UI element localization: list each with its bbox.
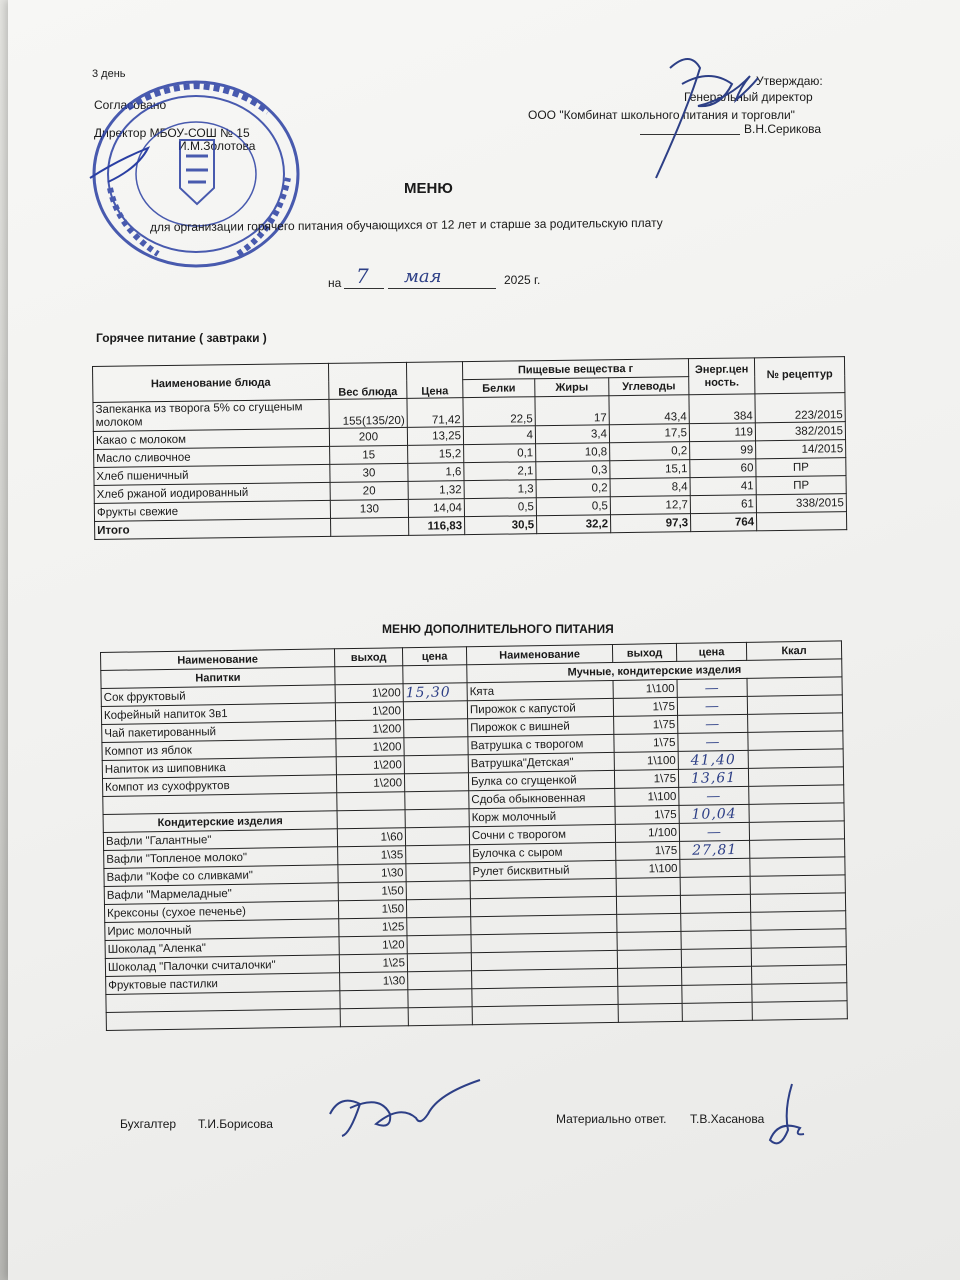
group-drinks: Напитки xyxy=(101,667,335,689)
date-month: мая xyxy=(404,266,442,287)
item-name: Сдоба обыкновенная xyxy=(469,788,615,808)
dish-weight: 130 xyxy=(330,499,408,518)
handwritten-price: — xyxy=(706,823,723,840)
accountant-title: Бухгалтер xyxy=(120,1117,177,1131)
item-output: 1\100 xyxy=(616,859,680,878)
item-kcal xyxy=(747,695,842,714)
handwritten-price: 15,30 xyxy=(405,683,451,701)
handwritten-price: — xyxy=(704,679,720,697)
school-stamp xyxy=(88,78,300,272)
dish-name: Хлеб ржаной иодированный xyxy=(94,482,330,503)
item-price xyxy=(678,768,748,787)
total-label: Итого xyxy=(95,518,331,539)
item-price xyxy=(679,804,749,823)
date-year: 2025 г. xyxy=(504,273,541,287)
extra-menu-table xyxy=(100,640,848,1031)
item-price xyxy=(404,773,468,792)
dish-proteins: 4 xyxy=(463,426,535,445)
accountant-name: Т.И.Борисова xyxy=(198,1117,273,1131)
item-name: Вафли "Кофе со сливками" xyxy=(104,865,338,887)
dish-name: Хлеб пшеничный xyxy=(94,464,330,485)
dish-recipe: 338/2015 xyxy=(756,494,846,513)
dish-recipe: 223/2015 xyxy=(755,393,845,423)
handwritten-price: 41,40 xyxy=(690,751,736,769)
item-kcal xyxy=(749,803,844,822)
item-name: Вафли "Мармеладные" xyxy=(104,883,338,905)
col-price: цена xyxy=(402,647,466,666)
director-name: В.Н.Серикова xyxy=(744,122,822,136)
item-kcal xyxy=(748,731,843,750)
item-name: Компот из сухофруктов xyxy=(102,775,336,797)
dish-fats: 17 xyxy=(535,396,609,426)
date-prefix: на xyxy=(328,276,342,290)
item-name: Кофейный напиток 3в1 xyxy=(101,703,335,725)
col-carbs: Углеводы xyxy=(609,377,689,396)
item-output: 1\100 xyxy=(613,679,677,698)
item-output: 1\25 xyxy=(339,918,407,937)
item-price xyxy=(677,678,747,697)
dish-price: 15,2 xyxy=(408,445,464,464)
item-price xyxy=(677,696,747,715)
dish-weight: 200 xyxy=(329,427,407,446)
col-weight: Вес блюда xyxy=(328,362,406,399)
date-day: 7 xyxy=(356,264,369,288)
total-recipe xyxy=(757,512,847,531)
dish-name: Фрукты свежие xyxy=(94,500,330,521)
item-name: Чай пакетированный xyxy=(102,721,336,743)
item-price xyxy=(679,822,749,841)
item-output: 1\100 xyxy=(615,787,679,806)
item-name: Вафли "Топленое молоко" xyxy=(104,847,338,869)
total-weight xyxy=(331,517,409,536)
dish-proteins: 1,3 xyxy=(464,480,536,499)
dish-weight: 15 xyxy=(330,445,408,464)
item-output: 1\25 xyxy=(339,954,407,973)
item-price xyxy=(403,683,467,702)
item-name: Корж молочный xyxy=(469,806,615,826)
col-output: выход xyxy=(334,648,402,667)
item-output: 1\100 xyxy=(614,751,678,770)
responsible-name: Т.В.Хасанова xyxy=(690,1112,765,1126)
school-director-name: И.М.Золотова xyxy=(178,139,256,153)
item-price xyxy=(680,858,750,877)
dish-carbs: 43,4 xyxy=(609,395,689,425)
col-recipe: № рецептур xyxy=(754,357,844,394)
item-name: Пирожок с капустой xyxy=(467,698,613,718)
item-output: 1\30 xyxy=(338,864,406,883)
item-name: Компот из яблок xyxy=(102,739,336,761)
day-label: 3 день xyxy=(92,68,126,80)
dish-recipe: 14/2015 xyxy=(756,440,846,459)
dish-name: Какао с молоком xyxy=(93,428,329,449)
col-output-2: выход xyxy=(612,643,676,662)
dish-fats: 0,3 xyxy=(536,461,610,480)
item-kcal xyxy=(749,785,844,804)
responsible-signature xyxy=(764,1080,810,1152)
item-output: 1\35 xyxy=(338,846,406,865)
item-output: 1\75 xyxy=(614,733,678,752)
dish-carbs: 12,7 xyxy=(610,496,690,515)
col-name: Наименование xyxy=(101,649,335,671)
item-name: Пирожок с вишней xyxy=(468,716,614,736)
col-nutrients: Пищевые вещества г xyxy=(462,359,688,380)
dish-price: 13,25 xyxy=(407,427,463,446)
dish-carbs: 0,2 xyxy=(610,442,690,461)
item-output: 1\200 xyxy=(336,756,404,775)
item-price xyxy=(404,737,468,756)
dish-energy: 60 xyxy=(690,459,756,478)
item-kcal xyxy=(750,857,845,876)
handwritten-price: — xyxy=(704,697,721,715)
handwritten-price: 10,04 xyxy=(691,805,737,823)
dish-carbs: 15,1 xyxy=(610,460,690,479)
item-kcal xyxy=(748,749,843,768)
item-kcal xyxy=(749,821,844,840)
accountant-signature xyxy=(320,1074,490,1144)
dish-weight: 155(135/20) xyxy=(329,398,407,428)
item-price xyxy=(678,732,748,751)
agreed-label: Согласовано xyxy=(94,98,167,112)
dish-energy: 119 xyxy=(689,423,755,442)
col-energy: Энерг.цен ность. xyxy=(688,358,754,395)
breakfast-table xyxy=(92,356,847,540)
responsible-title: Материально ответ. xyxy=(556,1112,667,1126)
dish-recipe: ПР xyxy=(756,458,846,477)
item-name: Шоколад "Палочки считалочки" xyxy=(105,955,339,977)
breakfast-section-title: Горячее питание ( завтраки ) xyxy=(96,331,267,345)
school-director-label: Директор МБОУ-СОШ № 15 xyxy=(94,126,250,140)
col-price-2: цена xyxy=(676,642,746,661)
col-proteins: Белки xyxy=(463,379,535,398)
item-output: 1\75 xyxy=(614,769,678,788)
item-name: Фруктовые пастилки xyxy=(106,973,340,995)
gen-director-label: Генеральный директор xyxy=(684,90,813,104)
item-output: 1\30 xyxy=(340,972,408,991)
approve-label: Утверждаю: xyxy=(756,74,823,88)
dish-energy: 41 xyxy=(690,477,756,496)
handwritten-price: — xyxy=(706,787,722,804)
item-output: 1\200 xyxy=(336,720,404,739)
group-bakery: Мучные, кондитерские изделия xyxy=(467,659,842,683)
dish-fats: 10,8 xyxy=(536,443,610,462)
item-price xyxy=(680,840,750,859)
item-name: Булка со сгущенкой xyxy=(468,770,614,790)
group-sweets: Кондитерские изделия xyxy=(103,811,337,833)
item-output: 1\75 xyxy=(613,697,677,716)
director-signature xyxy=(640,48,770,188)
item-price xyxy=(678,714,748,733)
item-name: Сочни с творогом xyxy=(469,824,615,844)
item-output: 1\200 xyxy=(336,738,404,757)
item-price xyxy=(678,750,748,769)
item-name: Шоколад "Аленка" xyxy=(105,937,339,959)
dish-price: 1,32 xyxy=(408,481,464,500)
item-name: Кята xyxy=(467,680,613,700)
dish-price: 14,04 xyxy=(408,499,464,518)
total-carbs: 97,3 xyxy=(610,514,690,533)
dish-energy: 61 xyxy=(690,495,756,514)
item-output: 1\200 xyxy=(335,684,403,703)
dish-recipe: 382/2015 xyxy=(755,422,845,441)
item-output: 1\75 xyxy=(614,715,678,734)
item-output: 1\50 xyxy=(338,882,406,901)
item-output: 1\50 xyxy=(338,900,406,919)
company-name: ООО "Комбинат школьного питания и торговли" xyxy=(528,108,795,122)
dish-fats: 0,2 xyxy=(536,479,610,498)
item-kcal xyxy=(747,677,842,696)
item-kcal xyxy=(748,713,843,732)
dish-price: 71,42 xyxy=(407,398,463,428)
item-price xyxy=(679,786,749,805)
item-name: Сок фруктовый xyxy=(101,685,335,707)
handwritten-price: — xyxy=(705,733,721,750)
item-output: 1\200 xyxy=(335,702,403,721)
total-fats: 32,2 xyxy=(536,515,610,534)
col-name-2: Наименование xyxy=(466,644,612,664)
item-output: 1\60 xyxy=(337,828,405,847)
total-price: 116,83 xyxy=(409,517,465,536)
dish-energy: 99 xyxy=(690,441,756,460)
col-fats: Жиры xyxy=(535,378,609,397)
total-energy: 764 xyxy=(691,513,757,532)
dish-proteins: 22,5 xyxy=(463,397,535,427)
date-day-line xyxy=(344,288,384,289)
item-name: Ирис молочный xyxy=(105,919,339,941)
item-name: Вафли "Галантные" xyxy=(103,829,337,851)
dish-name: Масло сливочное xyxy=(94,446,330,467)
item-output: 1\20 xyxy=(339,936,407,955)
col-kcal: Ккал xyxy=(746,641,841,660)
dish-fats: 0,5 xyxy=(536,497,610,516)
handwritten-price: — xyxy=(705,715,721,733)
extra-section-title: МЕНЮ ДОПОЛНИТЕЛЬНОГО ПИТАНИЯ xyxy=(382,622,614,636)
item-output: 1\75 xyxy=(615,805,679,824)
dish-carbs: 8,4 xyxy=(610,478,690,497)
item-price xyxy=(404,719,468,738)
total-proteins: 30,5 xyxy=(465,516,537,535)
item-kcal xyxy=(748,767,843,786)
item-price xyxy=(404,755,468,774)
item-name: Булочка с сыром xyxy=(470,842,616,862)
dish-proteins: 0,5 xyxy=(464,498,536,517)
item-name: Крексоны (сухое печенье) xyxy=(104,901,338,923)
dish-recipe: ПР xyxy=(756,476,846,495)
item-output: 1\75 xyxy=(616,841,680,860)
item-name: Рулет бисквитный xyxy=(470,860,616,880)
item-name: Ватрушка с творогом xyxy=(468,734,614,754)
dish-proteins: 2,1 xyxy=(464,462,536,481)
item-output: 1/100 xyxy=(615,823,679,842)
menu-title: МЕНЮ xyxy=(404,180,453,197)
dish-price: 1,6 xyxy=(408,463,464,482)
handwritten-price: 27,81 xyxy=(692,841,738,859)
dish-fats: 3,4 xyxy=(535,425,609,444)
dish-name: Запеканка из творога 5% со сгущеным молоком xyxy=(93,399,329,431)
dish-weight: 30 xyxy=(330,463,408,482)
date-month-line xyxy=(388,288,496,289)
dish-weight: 20 xyxy=(330,481,408,500)
dish-carbs: 17,5 xyxy=(609,424,689,443)
menu-subtitle: для организации горячего питания обучающихся от 12 лет и старше за родительскую плату xyxy=(149,215,663,235)
item-output: 1\200 xyxy=(336,774,404,793)
item-name: Ватрушка"Детская" xyxy=(468,752,614,772)
col-price: Цена xyxy=(406,362,462,399)
item-kcal xyxy=(750,839,845,858)
handwritten-price: 13,61 xyxy=(690,769,737,787)
dish-energy: 384 xyxy=(689,394,755,424)
item-price xyxy=(403,701,467,720)
col-dish-name: Наименование блюда xyxy=(93,363,329,402)
dish-proteins: 0,1 xyxy=(464,444,536,463)
item-name: Напиток из шиповника xyxy=(102,757,336,779)
